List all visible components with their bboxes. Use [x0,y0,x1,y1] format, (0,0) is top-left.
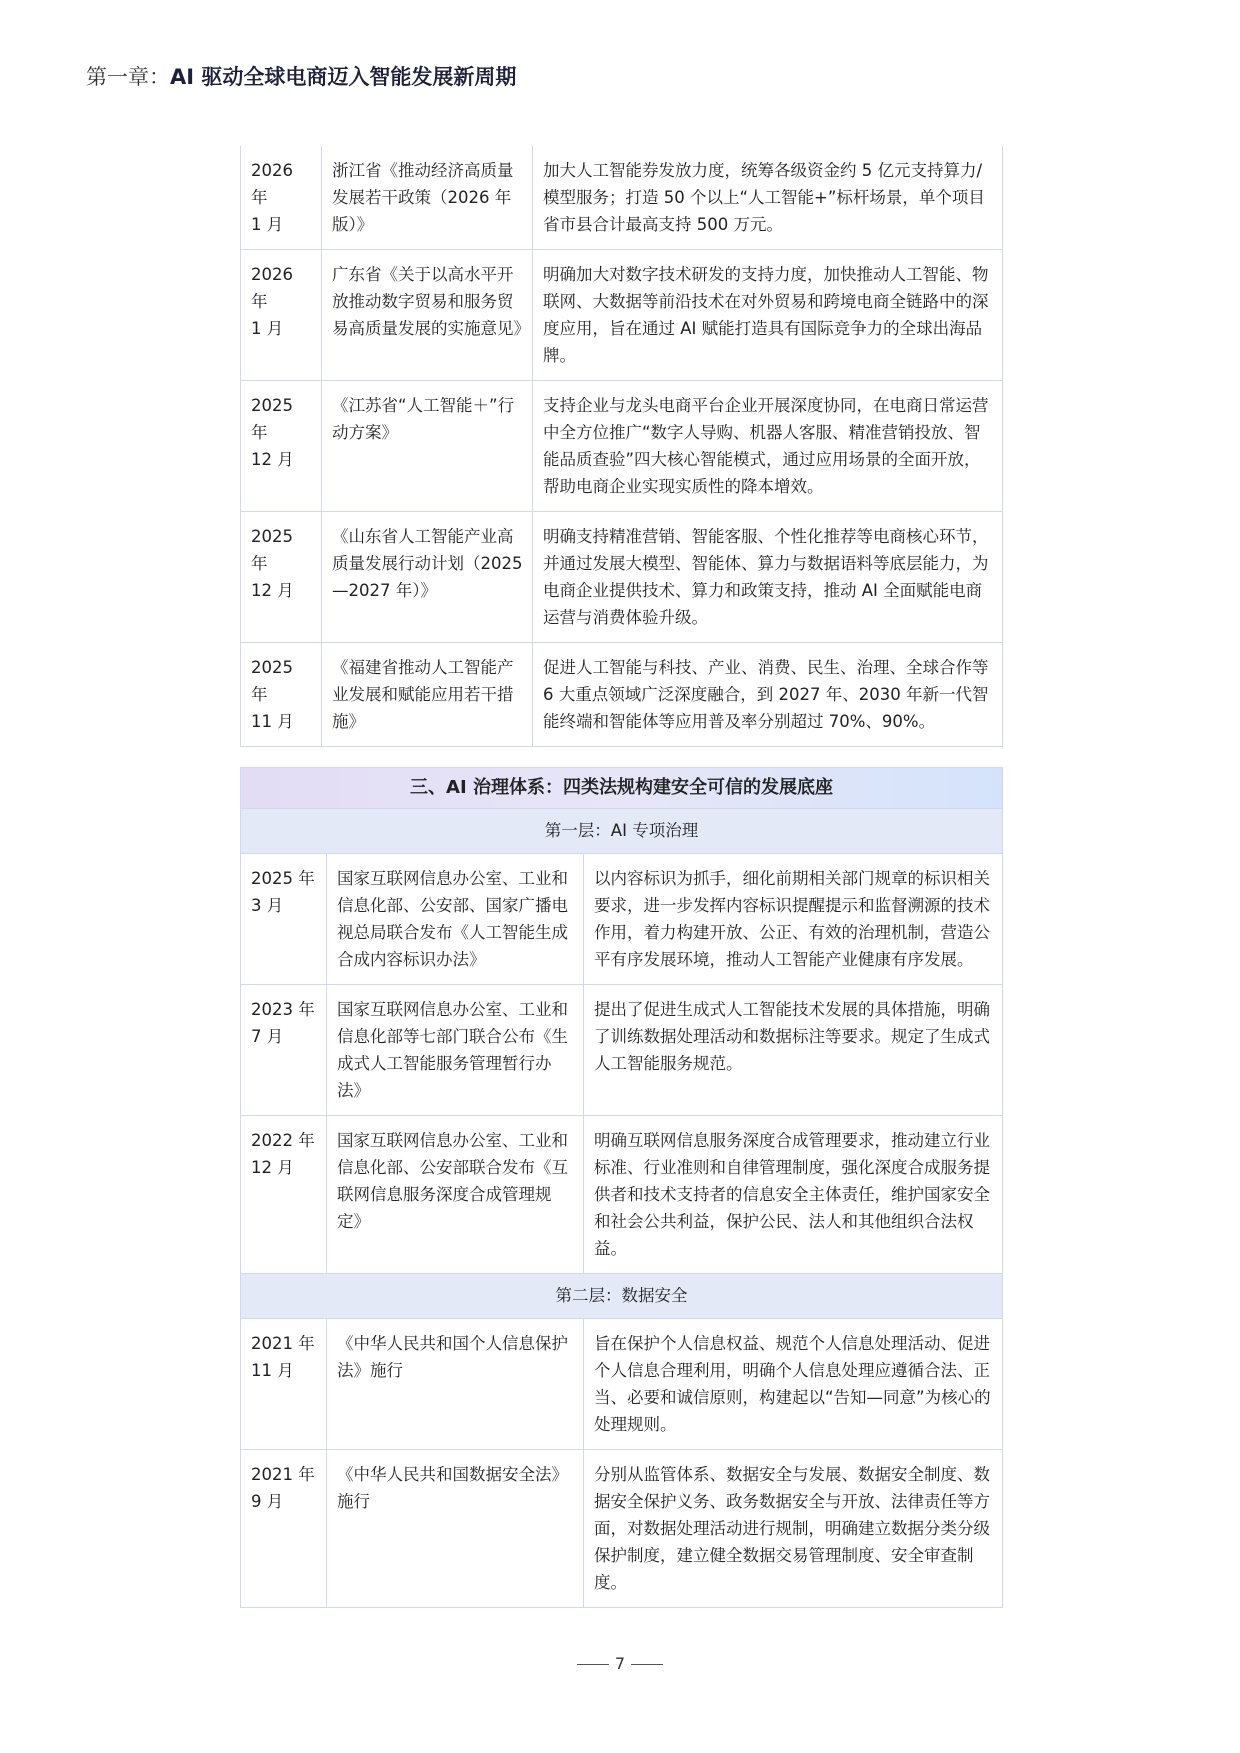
policy-cell: 国家互联网信息办公室、工业和信息化部等七部门联合公布《生成式人工智能服务管理暂行办法》 [327,985,584,1116]
table-row [241,643,1003,747]
table-row [241,854,1003,985]
date-cell: 2021 年 9 月 [241,1450,327,1608]
content-cell: 旨在保护个人信息权益、规范个人信息处理活动、促进个人信息合理利用，明确个人信息处理应遵循合法、正当、必要和诚信原则，构建起以“告知—同意”为核心的处理规则。 [584,1319,1003,1450]
chapter-prefix: 第一章： [86,65,170,89]
footer-dash-left [577,1664,609,1665]
chapter-title: AI 驱动全球电商迈入智能发展新周期 [170,65,517,89]
date-cell: 2025 年 3 月 [241,854,327,985]
footer-dash-right [631,1664,663,1665]
table-row [241,985,1003,1116]
policy-cell: 《中华人民共和国数据安全法》施行 [327,1450,584,1608]
content-cell: 明确加大对数字技术研发的支持力度，加快推动人工智能、物联网、大数据等前沿技术在对外贸易和跨境电商全链路中的深度应用，旨在通过 AI 赋能打造具有国际竞争力的全球出海品牌。 [533,250,1003,381]
date-cell: 2023 年 7 月 [241,985,327,1116]
section-title: 三、AI 治理体系：四类法规构建安全可信的发展底座 [241,768,1003,809]
layer-header-row [241,1274,1003,1319]
date-cell: 2025 年 12 月 [241,512,322,643]
layer-title-data-security: 第二层：数据安全 [241,1274,1003,1319]
policy-cell: 浙江省《推动经济高质量发展若干政策（2026 年版）》 [322,146,533,250]
date-cell: 2021 年 11 月 [241,1319,327,1450]
table-row [241,1116,1003,1274]
policy-cell: 《山东省人工智能产业高质量发展行动计划（2025—2027 年）》 [322,512,533,643]
content-cell: 以内容标识为抓手，细化前期相关部门规章的标识相关要求，进一步发挥内容标识提醒提示和监督溯源的技术作用，着力构建开放、公正、有效的治理机制，营造公平有序发展环境，推动人工智能产业健康有序发展。 [584,854,1003,985]
content-cell: 加大人工智能券发放力度，统筹各级资金约 5 亿元支持算力/模型服务；打造 50 个以上“人工智能+”标杆场景，单个项目省市县合计最高支持 500 万元。 [533,146,1003,250]
date-cell: 2025 年 12 月 [241,381,322,512]
page-number: 7 [614,1654,626,1673]
table-row [241,146,1003,250]
table-row [241,512,1003,643]
table-row [241,381,1003,512]
content-cell: 促进人工智能与科技、产业、消费、民生、治理、全球合作等 6 大重点领域广泛深度融合，到 2027 年、2030 年新一代智能终端和智能体等应用普及率分别超过 70%、90%。 [533,643,1003,747]
layer-header-row [241,809,1003,854]
content-cell: 明确互联网信息服务深度合成管理要求，推动建立行业标准、行业准则和自律管理制度，强化深度合成服务提供者和技术支持者的信息安全主体责任，维护国家安全和社会公共利益，保护公民、法人和其他组织合法权益。 [584,1116,1003,1274]
content-cell: 分别从监管体系、数据安全与发展、数据安全制度、数据安全保护义务、政务数据安全与开放、法律责任等方面，对数据处理活动进行规制，明确建立数据分类分级保护制度，建立健全数据交易管理制度、安全审查制度。 [584,1450,1003,1608]
policy-cell: 《江苏省“人工智能＋”行动方案》 [322,381,533,512]
table-row [241,1450,1003,1608]
content-cell: 提出了促进生成式人工智能技术发展的具体措施，明确了训练数据处理活动和数据标注等要求。规定了生成式人工智能服务规范。 [584,985,1003,1116]
policy-cell: 《福建省推动人工智能产业发展和赋能应用若干措施》 [322,643,533,747]
table-row [241,1319,1003,1450]
chapter-header [86,62,516,92]
date-cell: 2026 年 1 月 [241,250,322,381]
policy-cell: 广东省《关于以高水平开放推动数字贸易和服务贸易高质量发展的实施意见》 [322,250,533,381]
section-title-row [241,768,1003,809]
table-row [241,250,1003,381]
policy-cell: 《中华人民共和国个人信息保护法》施行 [327,1319,584,1450]
page-footer [0,1654,1240,1673]
date-cell: 2026 年 1 月 [241,146,322,250]
content-cell: 明确支持精准营销、智能客服、个性化推荐等电商核心环节，并通过发展大模型、智能体、算力与数据语料等底层能力，为电商企业提供技术、算力和政策支持，推动 AI 全面赋能电商运营与消费体验升级。 [533,512,1003,643]
policy-cell: 国家互联网信息办公室、工业和信息化部、公安部联合发布《互联网信息服务深度合成管理规定》 [327,1116,584,1274]
ai-governance-table [240,767,1003,1608]
content-cell: 支持企业与龙头电商平台企业开展深度协同，在电商日常运营中全方位推广“数字人导购、机器人客服、精准营销投放、智能品质查验”四大核心智能模式，通过应用场景的全面开放，帮助电商企业实现实质性的降本增效。 [533,381,1003,512]
provincial-policy-table [240,146,1003,747]
layer-title-ai-governance: 第一层：AI 专项治理 [241,809,1003,854]
date-cell: 2022 年 12 月 [241,1116,327,1274]
date-cell: 2025 年 11 月 [241,643,322,747]
policy-cell: 国家互联网信息办公室、工业和信息化部、公安部、国家广播电视总局联合发布《人工智能生成合成内容标识办法》 [327,854,584,985]
